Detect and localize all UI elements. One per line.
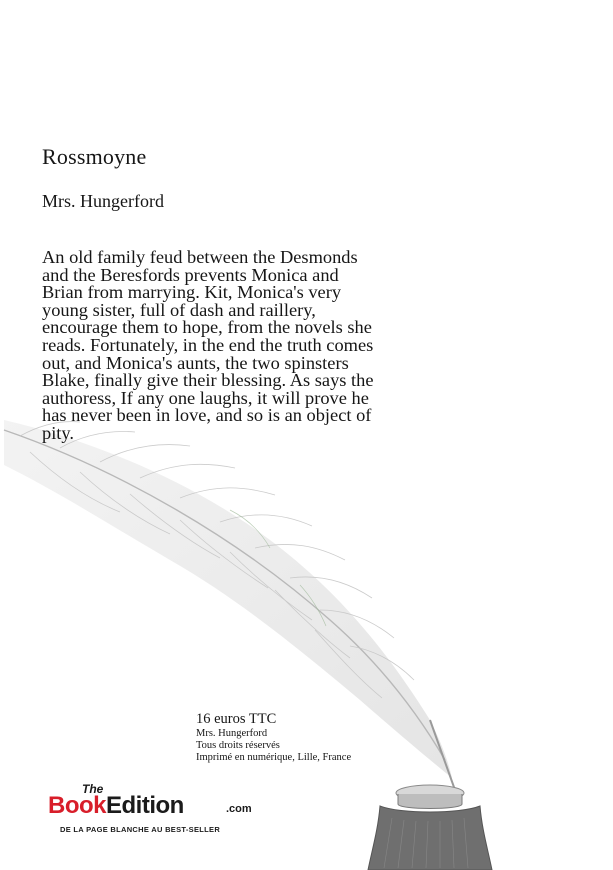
logo-tagline: DE LA PAGE BLANCHE AU BEST-SELLER	[60, 825, 221, 834]
logo-the: The	[82, 782, 104, 796]
blurb-line: Blake, finally give their blessing. As says the	[42, 370, 374, 391]
price: 16 euros TTC	[196, 711, 277, 727]
blurb-line: encourage them to hope, from the novels she	[42, 317, 372, 338]
blurb-line: and the Beresfords prevents Monica and	[42, 264, 339, 285]
blurb-line: out, and Monica's aunts, the two spinsters	[42, 352, 349, 373]
blurb-line: has never been in love, and so is an object of	[42, 405, 372, 426]
book-author: Mrs. Hungerford	[42, 191, 164, 211]
logo-book: Book	[48, 792, 106, 819]
logo-com: .com	[226, 803, 252, 815]
blurb-line: reads. Fortunately, in the end the truth comes	[42, 334, 374, 355]
logo-wordmark	[48, 792, 184, 820]
colophon	[196, 711, 351, 764]
colophon-author: Mrs. Hungerford	[196, 728, 268, 739]
blurb-line: authoress, If any one laughs, it will prove he	[42, 387, 369, 408]
book-title: Rossmoyne	[42, 144, 147, 169]
rights-notice: Tous droits réservés	[196, 740, 280, 751]
blurb-line: Brian from marrying. Kit, Monica's very	[42, 282, 342, 303]
blurb-line: pity.	[42, 422, 75, 443]
bookedition-logo	[48, 782, 252, 844]
logo-edition: Edition	[106, 792, 184, 819]
print-notice: Imprimé en numérique, Lille, France	[196, 752, 352, 763]
blurb-line: An old family feud between the Desmonds	[42, 247, 358, 267]
blurb-line: young sister, full of dash and raillery,	[42, 299, 316, 320]
book-blurb	[42, 249, 472, 443]
